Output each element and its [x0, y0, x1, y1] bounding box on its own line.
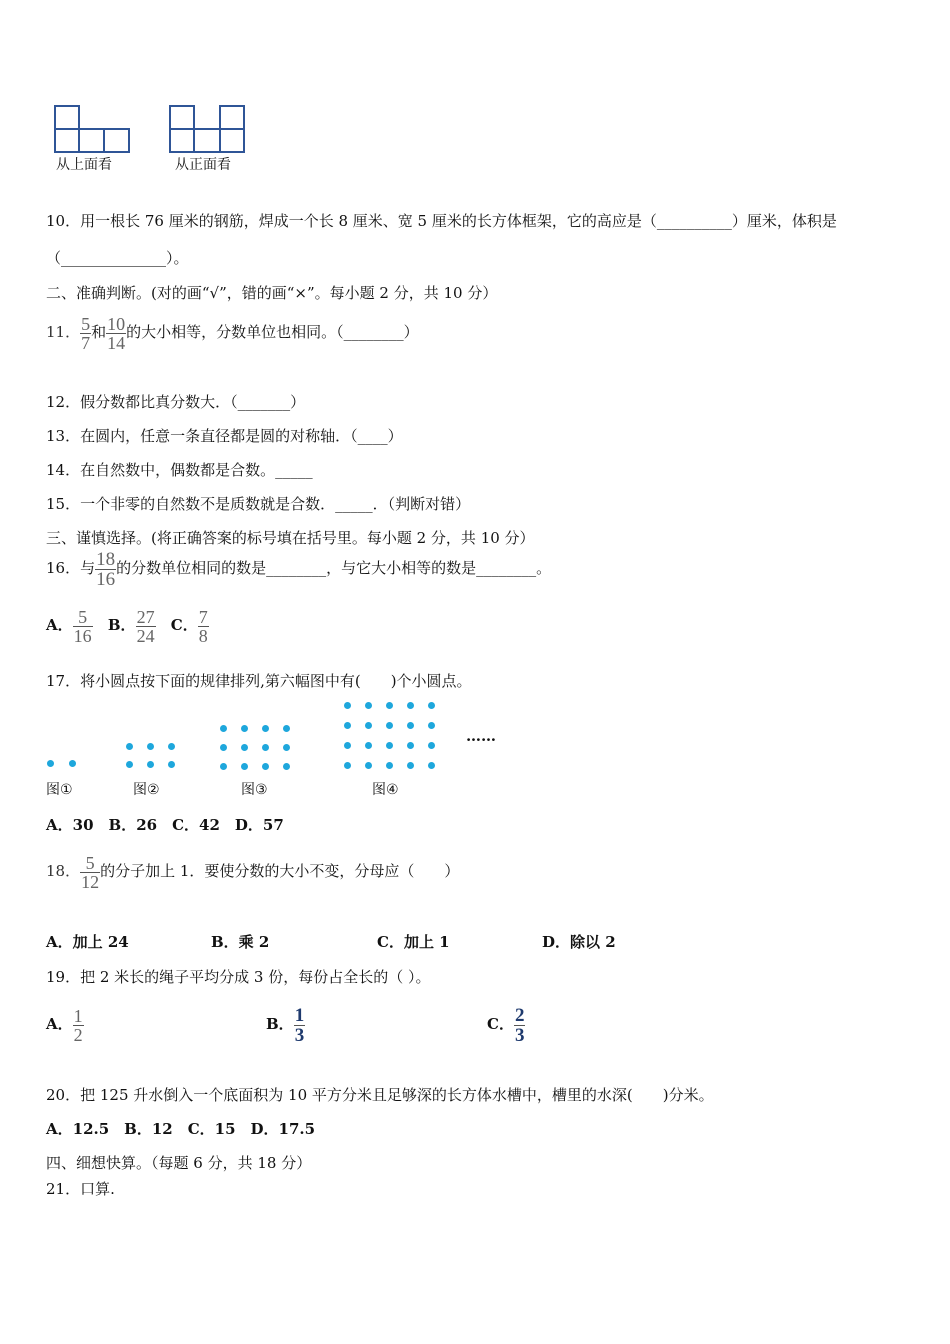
pattern-dot: [126, 743, 133, 750]
question-19-option-b[interactable]: B． $\frac{1}{3}$: [266, 1004, 305, 1046]
question-18-option-d[interactable]: D．除以 2: [542, 933, 616, 951]
pattern-dot: [262, 725, 269, 732]
pattern-dot: [283, 725, 290, 732]
pattern-dot: [428, 762, 435, 769]
question-16-options: [46, 604, 209, 646]
question-16: 16．与 $\frac{18}{16}$ 的分数单位相同的数是________，与它大小相等的数是________。: [46, 548, 552, 590]
pattern-dot: [365, 762, 372, 769]
pattern-dot: [262, 744, 269, 751]
pattern-dot: [220, 725, 227, 732]
pattern-dot: [428, 702, 435, 709]
pattern-dot: [344, 762, 351, 769]
pattern-dot: [344, 742, 351, 749]
question-10-line1: 10．用一根长 76 厘米的钢筋，焊成一个长 8 厘米、宽 5 厘米的长方体框架，它的高应是（__________）厘米，体积是: [46, 212, 837, 230]
pattern-dot: [220, 744, 227, 751]
section-2-heading: 二、准确判断。(对的画“√”，错的画“×”。每小题 2 分，共 10 分）: [46, 284, 498, 302]
figure-label-4: 图④: [372, 782, 399, 798]
question-13: 13．在圆内，任意一条直径都是圆的对称轴．（____）: [46, 427, 403, 445]
pattern-dot: [47, 760, 54, 767]
question-19-option-c[interactable]: C． $\frac{2}{3}$: [487, 1004, 525, 1046]
pattern-dot: [241, 725, 248, 732]
pattern-dot: [344, 722, 351, 729]
pattern-dot: [283, 763, 290, 770]
pattern-dot: [428, 722, 435, 729]
pattern-dot: [69, 760, 76, 767]
question-20-options: A．12.5 B．12 C．15 D．17.5: [46, 1120, 316, 1138]
pattern-dot: [344, 702, 351, 709]
pattern-dot: [168, 743, 175, 750]
pattern-dot: [147, 743, 154, 750]
question-12: 12．假分数都比真分数大．（_______）: [46, 393, 306, 411]
question-17: 17．将小圆点按下面的规律排列,第六幅图中有( )个小圆点。: [46, 672, 472, 690]
pattern-dot: [407, 742, 414, 749]
fraction-10-14: $\frac{10}{14}$: [107, 313, 126, 353]
question-number: 11．: [46, 323, 81, 341]
pattern-dot: [365, 742, 372, 749]
question-18: 18． $\frac{5}{12}$ 的分子加上 1．要使分数的大小不变，分母应（ ）: [46, 852, 460, 892]
question-18-option-a[interactable]: A．加上 24: [46, 933, 129, 951]
question-10-line2: （______________）。: [46, 249, 189, 267]
question-14: 14．在自然数中，偶数都是合数。_____: [46, 461, 313, 479]
pattern-dot: [386, 742, 393, 749]
option-a[interactable]: A． $\frac{5}{16}$: [46, 606, 92, 646]
pattern-dot: [126, 761, 133, 768]
figure-label-2: 图②: [133, 782, 160, 798]
question-19-option-a[interactable]: A． $\frac{1}{2}$: [46, 1005, 83, 1045]
view-top-label: 从上面看: [56, 157, 112, 173]
pattern-dot: [241, 744, 248, 751]
figure-label-1: 图①: [46, 782, 73, 798]
fraction-5-7: $\frac{5}{7}$: [81, 313, 91, 353]
pattern-dot: [283, 744, 290, 751]
pattern-ellipsis: ……: [466, 727, 496, 745]
pattern-dot: [428, 742, 435, 749]
view-front-label: 从正面看: [175, 157, 231, 173]
pattern-dot: [365, 702, 372, 709]
question-17-options: A．30 B．26 C．42 D．57: [46, 816, 284, 834]
pattern-dot: [386, 702, 393, 709]
question-21: 21．口算.: [46, 1180, 115, 1198]
fraction-18-16: $\frac{18}{16}$: [96, 548, 116, 590]
option-b[interactable]: B． $\frac{27}{24}$: [107, 606, 155, 646]
pattern-dot: [386, 762, 393, 769]
pattern-dot: [407, 722, 414, 729]
question-20: 20．把 125 升水倒入一个底面积为 10 平方分米且足够深的长方体水槽中，槽里的水深( )分米。: [46, 1086, 714, 1104]
pattern-dot: [262, 763, 269, 770]
fraction-5-12: $\frac{5}{12}$: [81, 852, 100, 892]
pattern-dot: [386, 722, 393, 729]
question-15: 15．一个非零的自然数不是质数就是合数．_____．（判断对错）: [46, 495, 471, 513]
pattern-dot: [220, 763, 227, 770]
section-4-heading: 四、细想快算。（每题 6 分，共 18 分）: [46, 1154, 312, 1172]
pattern-dot: [168, 761, 175, 768]
question-11: 11． $\frac{5}{7}$ 和 $\frac{10}{14}$ 的大小相等，分数单位也相同。（________）: [46, 313, 419, 353]
pattern-dot: [407, 762, 414, 769]
pattern-dot: [407, 702, 414, 709]
option-c[interactable]: C． $\frac{7}{8}$: [170, 606, 208, 646]
pattern-dot: [241, 763, 248, 770]
section-3-heading: 三、谨慎选择。(将正确答案的标号填在括号里。每小题 2 分，共 10 分）: [46, 529, 535, 547]
question-18-option-b[interactable]: B．乘 2: [211, 933, 270, 951]
pattern-dot: [147, 761, 154, 768]
figure-label-3: 图③: [241, 782, 268, 798]
question-19: 19．把 2 米长的绳子平均分成 3 份，每份占全长的（ ）。: [46, 968, 431, 986]
question-18-option-c[interactable]: C．加上 1: [377, 933, 450, 951]
pattern-dot: [365, 722, 372, 729]
